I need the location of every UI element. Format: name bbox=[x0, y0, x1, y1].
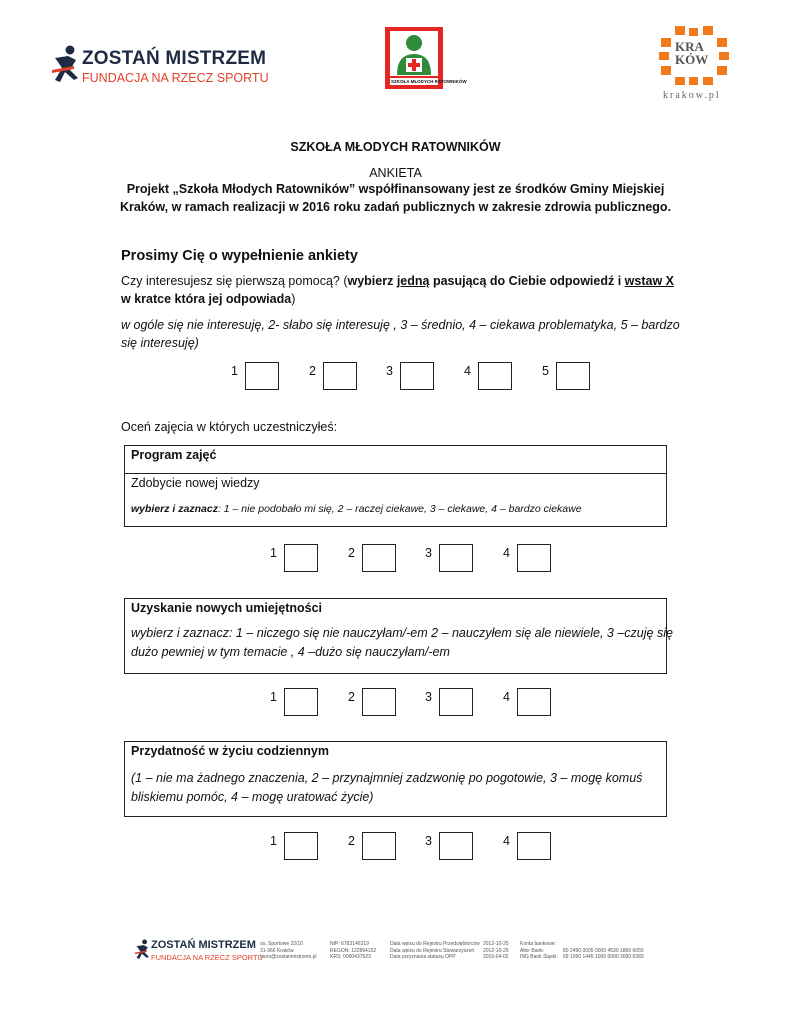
s1-option-label: 3 bbox=[425, 546, 432, 560]
s1-option-label: 2 bbox=[348, 546, 355, 560]
q1-checkbox-5[interactable] bbox=[556, 362, 590, 390]
s2-checkbox-4[interactable] bbox=[517, 688, 551, 716]
footer-reg-date: 2012-10-25 bbox=[483, 947, 509, 954]
q1-option-label: 1 bbox=[231, 364, 238, 378]
footer-bank-title: Konta bankowe: bbox=[520, 941, 556, 947]
question-1-line-2-text: w kratce która jej odpowiada bbox=[121, 292, 292, 306]
section-3-line-2: bliskiemu pomóc, 4 – mogę uratować życie) bbox=[131, 790, 374, 804]
krakow-line1: KRA bbox=[675, 39, 704, 54]
s2-checkbox-3[interactable] bbox=[439, 688, 473, 716]
section-1-header: Program zajęć bbox=[131, 448, 217, 462]
logo-subtitle: FUNDACJA NA RZECZ SPORTU bbox=[82, 71, 269, 85]
runner-icon bbox=[52, 44, 82, 94]
s2-checkbox-2[interactable] bbox=[362, 688, 396, 716]
s1-checkbox-2[interactable] bbox=[362, 544, 396, 572]
s2-option-label: 1 bbox=[270, 690, 277, 704]
s3-option-label: 4 bbox=[503, 834, 510, 848]
section-1-row-label: Zdobycie nowej wiedzy bbox=[131, 476, 260, 490]
footer-reg-label: Data przyznania statusu OPP bbox=[390, 954, 456, 960]
rate-intro: Oceń zajęcia w których uczestniczyłeś: bbox=[121, 420, 338, 434]
footer-accounts bbox=[563, 948, 644, 961]
footer-addr-line: os. Sportowe 22/10 bbox=[260, 941, 304, 947]
scale-line-1: w ogóle się nie interesuję, 2- słabo się interesuję , 3 – średnio, 4 – ciekawa problematyka, 5 – bardzo bbox=[121, 318, 680, 332]
survey-heading: Prosimy Cię o wypełnienie ankiety bbox=[121, 248, 358, 264]
footer-regon: REGON: 122894152 bbox=[330, 947, 377, 954]
krakow-word bbox=[675, 40, 708, 66]
section-3-line-1: (1 – nie ma żadnego znaczenia, 2 – przynajmniej zadzwonię po pogotowie, 3 – mogę komuś bbox=[131, 771, 643, 785]
s1-option-label: 1 bbox=[270, 546, 277, 560]
footer-registry bbox=[390, 941, 480, 961]
footer-runner-icon bbox=[135, 938, 151, 966]
document-subtitle: ANKIETA bbox=[369, 166, 422, 180]
footer-krs: KRS: 0000437523 bbox=[330, 954, 371, 960]
question-1-line-2-end: ) bbox=[291, 292, 296, 306]
footer-registry-dates bbox=[483, 941, 509, 961]
krakow-logo bbox=[655, 22, 735, 102]
section-2-line-2: dużo pewniej w tym temacie , 4 –dużo się nauczyłam/-em bbox=[131, 645, 450, 659]
footer-reg-label: Data wpisu do Rejestru Stowarzyszeń bbox=[390, 947, 475, 954]
document-title: SZKOŁA MŁODYCH RATOWNIKÓW bbox=[290, 140, 501, 154]
s2-option-label: 2 bbox=[348, 690, 355, 704]
question-1-bold-1: wybierz bbox=[347, 274, 397, 288]
s3-option-label: 2 bbox=[348, 834, 355, 848]
s2-option-label: 4 bbox=[503, 690, 510, 704]
scale-line-2: się interesuję) bbox=[121, 336, 199, 350]
intro-line-2: Kraków, w ramach realizacji w 2016 roku zadań publicznych w zakresie zdrowia publicznego. bbox=[119, 200, 672, 214]
footer-bank-name: ING Bank Śląski: bbox=[520, 954, 558, 960]
question-1-prefix: Czy interesujesz się pierwszą pomocą? ( bbox=[121, 274, 348, 288]
s3-checkbox-3[interactable] bbox=[439, 832, 473, 860]
q1-option-label: 3 bbox=[386, 364, 393, 378]
s1-checkbox-3[interactable] bbox=[439, 544, 473, 572]
s1-option-label: 4 bbox=[503, 546, 510, 560]
s2-option-label: 3 bbox=[425, 690, 432, 704]
q1-option-label: 2 bbox=[309, 364, 316, 378]
q1-checkbox-1[interactable] bbox=[245, 362, 279, 390]
section-3-header: Przydatność w życiu codziennym bbox=[131, 744, 329, 758]
zostan-mistrzem-logo bbox=[52, 44, 269, 94]
footer-brand-title: ZOSTAŃ MISTRZEM bbox=[151, 939, 256, 951]
q1-option-label: 4 bbox=[464, 364, 471, 378]
footer-address bbox=[260, 941, 316, 961]
section-2-header: Uzyskanie nowych umiejętności bbox=[131, 601, 323, 615]
footer-ids bbox=[330, 941, 376, 961]
section-2-line-1: wybierz i zaznacz: 1 – niczego się nie nauczyłam/-em 2 – nauczyłem się ale niewiele, 3 –czuję się bbox=[131, 626, 673, 640]
footer-account: 69 1050 1445 1000 0090 3090 6383 bbox=[563, 954, 644, 960]
footer-bank-name: Alior Bank: bbox=[520, 947, 545, 954]
q1-checkbox-2[interactable] bbox=[323, 362, 357, 390]
q1-checkbox-4[interactable] bbox=[478, 362, 512, 390]
krakow-url: krakow.pl bbox=[663, 90, 721, 101]
question-1-bold-underline: jedną bbox=[396, 274, 430, 288]
szkola-mlodych-ratownikow-logo bbox=[385, 27, 467, 89]
s3-checkbox-2[interactable] bbox=[362, 832, 396, 860]
footer-addr-line: 31-966 Kraków bbox=[260, 947, 294, 954]
intro-line-1: Projekt „Szkoła Młodych Ratowników” współfinansowany jest ze środków Gminy Miejskiej bbox=[126, 182, 665, 196]
s2-checkbox-1[interactable] bbox=[284, 688, 318, 716]
s3-checkbox-4[interactable] bbox=[517, 832, 551, 860]
s3-option-label: 1 bbox=[270, 834, 277, 848]
footer-banks bbox=[520, 941, 558, 961]
footer-reg-date: 2015-04-02 bbox=[483, 954, 509, 960]
section-1-instructions bbox=[131, 503, 582, 515]
s1-checkbox-1[interactable] bbox=[284, 544, 318, 572]
footer-reg-date: 2012-10-25 bbox=[483, 941, 509, 947]
section-1-instr-rest: : 1 – nie podobało mi się, 2 – raczej ciekawe, 3 – ciekawe, 4 – bardzo ciekawe bbox=[217, 503, 582, 515]
section-1-instr-bold: wybierz i zaznacz bbox=[131, 503, 218, 515]
question-1-bold-underline-2: wstaw X bbox=[624, 274, 674, 288]
question-1-bold-2: pasującą do Ciebie odpowiedź i bbox=[429, 274, 625, 288]
footer-brand-sub: FUNDACJA NA RZECZ SPORTU bbox=[151, 953, 263, 962]
footer-nip: NIP: 6783146319 bbox=[330, 941, 369, 947]
footer-email: biuro@zostanmistrzem.pl bbox=[260, 954, 317, 960]
question-1 bbox=[121, 272, 674, 291]
footer-reg-label: Data wpisu do Rejestru Przedsiębiorców bbox=[390, 941, 480, 947]
q1-option-label: 5 bbox=[542, 364, 549, 378]
footer-account: 80 2490 0005 0000 4530 1860 6055 bbox=[563, 947, 644, 954]
s3-checkbox-1[interactable] bbox=[284, 832, 318, 860]
footer-logo bbox=[135, 938, 263, 968]
logo-title: ZOSTAŃ MISTRZEM bbox=[82, 48, 267, 69]
s1-checkbox-4[interactable] bbox=[517, 544, 551, 572]
footer bbox=[0, 930, 791, 970]
s3-option-label: 3 bbox=[425, 834, 432, 848]
logo-caption: SZKOŁA MŁODYCH RATOWNIKÓW bbox=[391, 79, 467, 84]
q1-checkbox-3[interactable] bbox=[400, 362, 434, 390]
krakow-line2: KÓW bbox=[675, 52, 709, 67]
question-1-line-2 bbox=[121, 290, 295, 309]
